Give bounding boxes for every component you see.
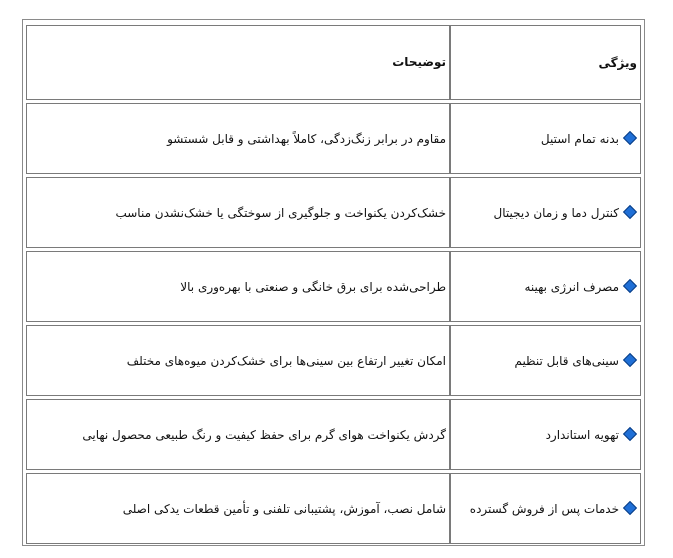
- description-cell: امکان تغییر ارتفاع بین سینی‌ها برای خشک‌کردن میوه‌های مختلف: [26, 325, 450, 396]
- spec-table-frame: [22, 19, 645, 546]
- table-row: [26, 399, 641, 470]
- diamond-bullet-icon: [623, 427, 637, 441]
- feature-label: کنترل دما و زمان دیجیتال: [493, 205, 619, 220]
- feature-cell: [450, 399, 641, 470]
- table-row: [26, 177, 641, 248]
- spec-table: [26, 22, 641, 547]
- diamond-bullet-icon: [623, 353, 637, 367]
- description-cell: گردش یکنواخت هوای گرم برای حفظ کیفیت و رنگ طبیعی محصول نهایی: [26, 399, 450, 470]
- feature-cell: [450, 473, 641, 544]
- table-header-row: [26, 25, 641, 100]
- header-feature: ویژگی: [450, 25, 641, 100]
- feature-cell: [450, 325, 641, 396]
- table-row: [26, 473, 641, 544]
- feature-label: بدنه تمام استیل: [540, 131, 619, 146]
- feature-label: خدمات پس از فروش گسترده: [469, 501, 619, 516]
- table-row: [26, 325, 641, 396]
- diamond-bullet-icon: [623, 501, 637, 515]
- diamond-bullet-icon: [623, 205, 637, 219]
- diamond-bullet-icon: [623, 131, 637, 145]
- feature-cell: [450, 103, 641, 174]
- table-row: [26, 251, 641, 322]
- description-cell: مقاوم در برابر زنگ‌زدگی، کاملاً بهداشتی و قابل شستشو: [26, 103, 450, 174]
- diamond-bullet-icon: [623, 279, 637, 293]
- feature-label: تهویه استاندارد: [545, 427, 619, 442]
- feature-cell: [450, 251, 641, 322]
- header-description: توضیحات: [26, 25, 450, 100]
- description-cell: خشک‌کردن یکنواخت و جلوگیری از سوختگی یا خشک‌نشدن مناسب: [26, 177, 450, 248]
- feature-label: سینی‌های قابل تنظیم: [514, 353, 619, 368]
- table-row: [26, 103, 641, 174]
- feature-cell: [450, 177, 641, 248]
- description-cell: شامل نصب، آموزش، پشتیبانی تلفنی و تأمین قطعات یدکی اصلی: [26, 473, 450, 544]
- description-cell: طراحی‌شده برای برق خانگی و صنعتی با بهره‌وری بالا: [26, 251, 450, 322]
- feature-label: مصرف انرژی بهینه: [524, 279, 619, 294]
